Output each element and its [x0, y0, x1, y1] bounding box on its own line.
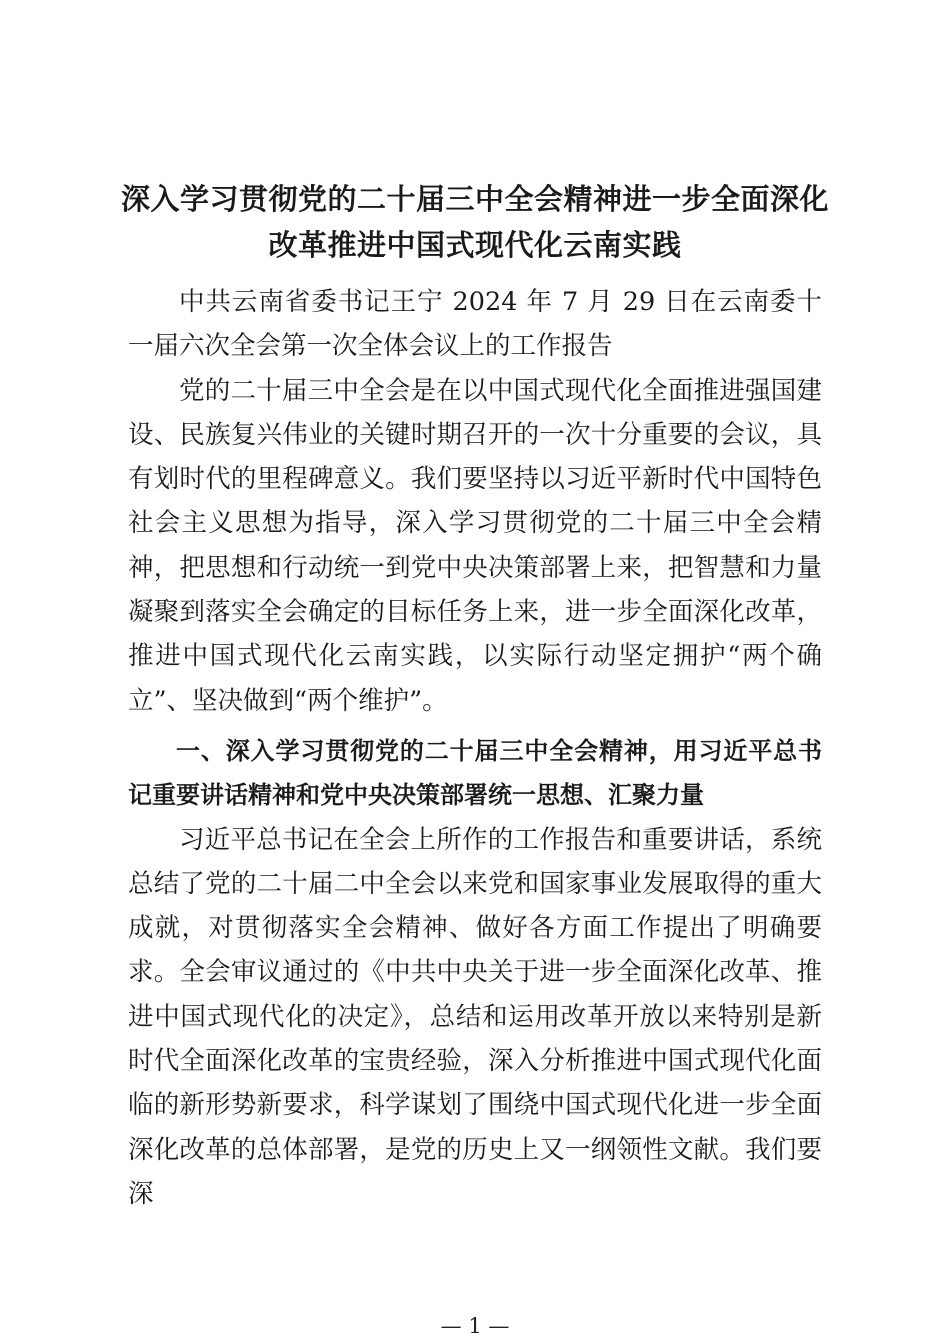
byline: 中共云南省委书记王宁 2024 年 7 月 29 日在云南委十一届六次全会第一次全体会议上的工作报告 — [128, 287, 822, 362]
document-title — [108, 176, 842, 268]
title-line-2: 改革推进中国式现代化云南实践 — [268, 228, 682, 262]
title-line-1: 深入学习贯彻党的二十届三中全会精神进一步全面深化 — [120, 182, 829, 216]
paragraph: 党的二十届三中全会是在以中国式现代化全面推进强国建设、民族复兴伟业的关键时期召开的一次十分重要的会议，具有划时代的里程碑意义。我们要坚持以习近平新时代中国特色社会主义思想为指导，深入学习贯彻党的二十届三中全会精神，把思想和行动统一到党中央决策部署上来，把智慧和力量凝聚到落实全会确定的目标任务上来，进一步全面深化改革，推进中国式现代化云南实践，以实际行动坚定拥护“两个确立”、坚决做到“两个维护”。 — [128, 375, 822, 716]
section-heading: 一、深入学习贯彻党的二十届三中全会精神，用习近平总书记重要讲话精神和党中央决策部署统一思想、汇聚力量 — [128, 736, 822, 810]
page-number: — 1 — — [440, 1314, 510, 1338]
document-body — [128, 280, 822, 1216]
paragraph: 习近平总书记在全会上所作的工作报告和重要讲话，系统总结了党的二十届二中全会以来党和国家事业发展取得的重大成就，对贯彻落实全会精神、做好各方面工作提出了明确要求。全会审议通过的《中共中央关于进一步全面深化改革、推进中国式现代化的决定》，总结和运用改革开放以来特别是新时代全面深化改革的宝贵经验，深入分析推进中国式现代化面临的新形势新要求，科学谋划了围绕中国式现代化进一步全面深化改革的总体部署，是党的历史上又一纲领性文献。我们要深 — [128, 824, 822, 1209]
